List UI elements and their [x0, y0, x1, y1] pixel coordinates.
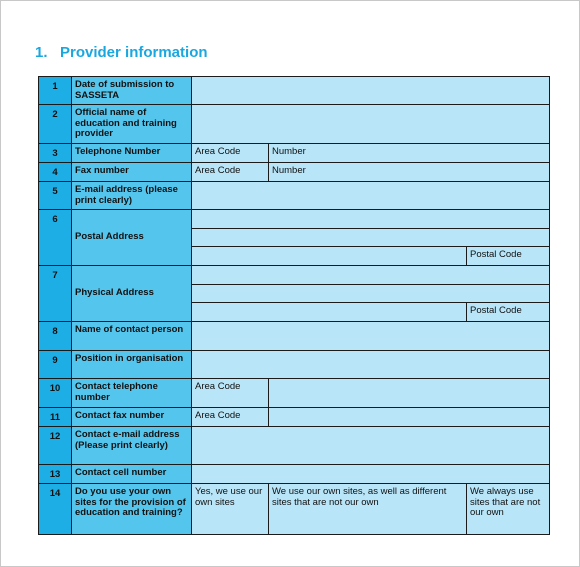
- provider-name-field[interactable]: [192, 105, 549, 144]
- option-other-sites[interactable]: We always use sites that are not our own: [467, 484, 549, 534]
- row-number: 3: [39, 144, 72, 163]
- row-label-physical-address: [72, 266, 192, 322]
- postal-address-line-2[interactable]: [192, 229, 549, 247]
- date-of-submission-field[interactable]: [192, 77, 549, 105]
- row-number: 1: [39, 77, 72, 105]
- row-number: 10: [39, 379, 72, 408]
- row-number: 14: [39, 484, 72, 534]
- email-field[interactable]: [192, 182, 549, 210]
- section-number: 1.: [35, 44, 48, 61]
- row-label-own-sites: Do you use your own sites for the provision of education and training?: [72, 484, 192, 534]
- contact-fax-number-field[interactable]: [269, 408, 549, 427]
- contact-telephone-number-field[interactable]: [269, 379, 549, 408]
- contact-person-field[interactable]: [192, 322, 549, 351]
- row-label-contact-fax: Contact fax number: [72, 408, 192, 427]
- row-label-provider-name: Official name of education and training provider: [72, 105, 192, 144]
- row-label-contact-person: Name of contact person: [72, 322, 192, 351]
- row-number: 7: [39, 266, 72, 322]
- telephone-number-field[interactable]: Number: [269, 144, 549, 163]
- row-label-postal-address: [72, 210, 192, 266]
- physical-address-line-3[interactable]: [192, 303, 467, 322]
- row-number: 11: [39, 408, 72, 427]
- section-heading: [35, 44, 208, 61]
- fax-area-code-field[interactable]: Area Code: [192, 163, 269, 182]
- cell-number-field[interactable]: [192, 465, 549, 484]
- row-number: 6: [39, 210, 72, 266]
- row-number: 5: [39, 182, 72, 210]
- section-title: Provider information: [60, 44, 208, 61]
- row-label-fax: Fax number: [72, 163, 192, 182]
- fax-number-field[interactable]: Number: [269, 163, 549, 182]
- contact-fax-area-code-field[interactable]: Area Code: [192, 408, 269, 427]
- row-number: 13: [39, 465, 72, 484]
- provider-information-form: [38, 76, 550, 535]
- row-label-email: E-mail address (please print clearly): [72, 182, 192, 210]
- contact-telephone-area-code-field[interactable]: Area Code: [192, 379, 269, 408]
- row-label-date-of-submission: Date of submission to SASSETA: [72, 77, 192, 105]
- telephone-area-code-field[interactable]: Area Code: [192, 144, 269, 163]
- postal-address-line-3[interactable]: [192, 247, 467, 266]
- physical-address-label: Physical Address: [75, 287, 154, 299]
- row-label-contact-email: Contact e-mail address (Please print clearly): [72, 427, 192, 465]
- physical-address-line-2[interactable]: [192, 285, 549, 303]
- row-label-contact-telephone: Contact telephone number: [72, 379, 192, 408]
- option-own-and-other-sites[interactable]: We use our own sites, as well as different sites that are not our own: [269, 484, 467, 534]
- postal-address-line-1[interactable]: [192, 210, 549, 229]
- row-label-cell-number: Contact cell number: [72, 465, 192, 484]
- row-number: 2: [39, 105, 72, 144]
- row-number: 8: [39, 322, 72, 351]
- contact-email-field[interactable]: [192, 427, 549, 465]
- row-number: 4: [39, 163, 72, 182]
- row-number: 9: [39, 351, 72, 379]
- row-label-telephone: Telephone Number: [72, 144, 192, 163]
- postal-code-field[interactable]: Postal Code: [467, 247, 549, 266]
- row-label-position: Position in organisation: [72, 351, 192, 379]
- position-field[interactable]: [192, 351, 549, 379]
- row-number: 12: [39, 427, 72, 465]
- option-own-sites[interactable]: Yes, we use our own sites: [192, 484, 269, 534]
- physical-address-line-1[interactable]: [192, 266, 549, 285]
- postal-address-label: Postal Address: [75, 231, 144, 243]
- physical-postal-code-field[interactable]: Postal Code: [467, 303, 549, 322]
